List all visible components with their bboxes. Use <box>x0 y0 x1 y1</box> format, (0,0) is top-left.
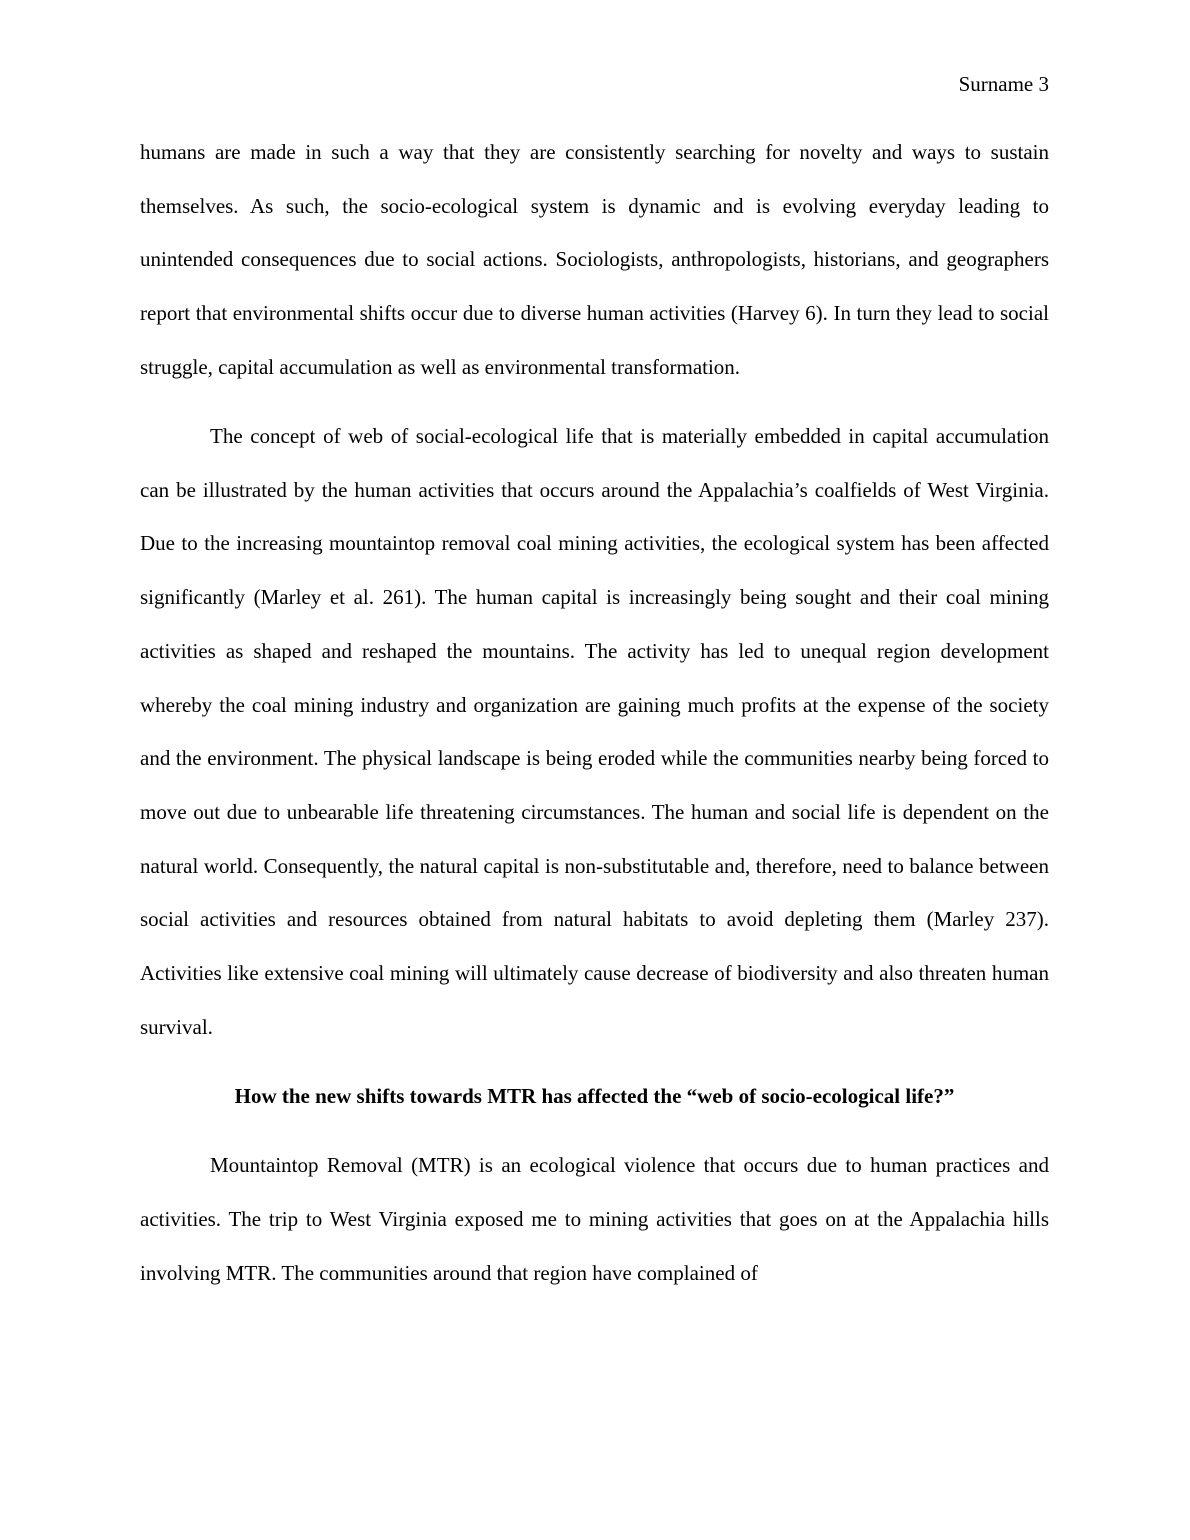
paragraph-web-of-life: The concept of web of social-ecological life that is materially embedded in capital accumulation can be illustrated by the human activities that occurs around the Appalachia’s coalfields of West Virginia. Due to the increasing mountaintop removal coal mining activities, the ecological system has been affected significantly (Marley et al. 261). The human capital is increasingly being sought and their coal mining activities as shaped and reshaped the mountains. The activity has led to unequal region development whereby the coal mining industry and organization are gaining much profits at the expense of the society and the environment. The physical landscape is being eroded while the communities nearby being forced to move out due to unbearable life threatening circumstances. The human and social life is dependent on the natural world. Consequently, the natural capital is non-substitutable and, therefore, need to balance between social activities and resources obtained from natural habitats to avoid depleting them (Marley 237). Activities like extensive coal mining will ultimately cause decrease of biodiversity and also threaten human survival. <box>140 424 1049 1039</box>
running-header: Surname 3 <box>958 72 1049 96</box>
paragraph-continued: humans are made in such a way that they are consistently searching for novelty and ways to sustain themselves. As such, the socio-ecological system is dynamic and is evolving everyday leading to unintended consequences due to social actions. Sociologists, anthropologists, historians, and geographers report that environmental shifts occur due to diverse human activities (Harvey 6). In turn they lead to social struggle, capital accumulation as well as environmental transformation. <box>140 140 1049 379</box>
document-body <box>140 126 1049 1300</box>
section-heading: How the new shifts towards MTR has affected the “web of socio-ecological life?” <box>234 1083 955 1108</box>
paragraph-mtr: Mountaintop Removal (MTR) is an ecological violence that occurs due to human practices and activities. The trip to West Virginia exposed me to mining activities that goes on at the Appalachia hills involving MTR. The communities around that region have complained of <box>140 1153 1049 1285</box>
